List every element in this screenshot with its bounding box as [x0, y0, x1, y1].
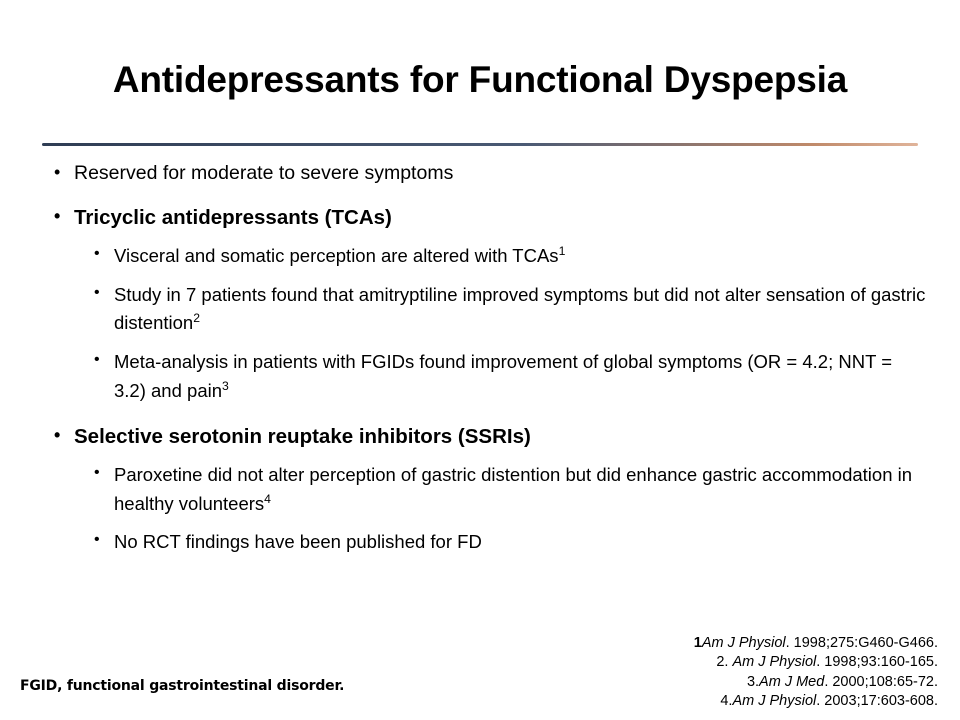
bullet-level1-tcas — [48, 204, 928, 232]
reference-citation: . 2003;17:603-608. — [816, 693, 938, 710]
bullet-level2-amitryptiline — [48, 281, 928, 338]
slide-body — [48, 160, 928, 563]
reference-citation: . 1998;275:G460-G466. — [785, 634, 938, 651]
reference-citation: . 2000;108:65-72. — [824, 673, 938, 690]
bullet-text: Selective serotonin reuptake inhibitors (SSRIs) — [74, 425, 531, 449]
bullet-glyph-icon: • — [54, 162, 61, 182]
bullet-glyph-icon: • — [94, 464, 100, 482]
reference-journal: Am J Physiol — [701, 634, 786, 651]
reference-number: 3. — [746, 673, 760, 690]
bullet-text: Paroxetine did not alter perception of gastric distention but did enhance gastric accommodation in healthy volunteers — [114, 464, 913, 514]
reference-marker: 4 — [264, 491, 271, 506]
bullet-glyph-icon: • — [94, 244, 100, 262]
reference-item — [518, 634, 938, 654]
bullet-text: Study in 7 patients found that amitryptiline improved symptoms but did not alter sensation of gastric distention — [114, 283, 926, 334]
bullet-text: Tricyclic antidepressants (TCAs) — [74, 206, 392, 230]
bullet-glyph-icon: • — [54, 206, 61, 227]
bullet-level2-visceral — [48, 242, 928, 271]
reference-item — [518, 692, 938, 712]
reference-number: 1 — [693, 634, 702, 651]
reference-item — [518, 673, 938, 693]
bullet-text: Visceral and somatic perception are altered with TCAs — [114, 244, 559, 266]
bullet-glyph-icon: • — [54, 425, 61, 446]
bullet-level1-ssris — [48, 423, 928, 451]
title-divider — [42, 143, 918, 146]
bullet-level2-metaanalysis — [48, 348, 928, 405]
reference-number: 4. — [720, 693, 733, 710]
reference-marker: 2 — [193, 311, 200, 326]
bullet-glyph-icon: • — [94, 283, 100, 301]
bullet-text: Reserved for moderate to severe symptoms — [74, 162, 454, 184]
reference-journal: Am J Med — [759, 673, 825, 690]
reference-number: 2. — [716, 654, 729, 671]
bullet-level2-paroxetine — [48, 461, 928, 518]
reference-marker: 1 — [558, 243, 566, 258]
footnote-abbreviation: FGID, functional gastrointestinal disorder. — [20, 678, 345, 694]
reference-item — [518, 653, 938, 673]
bullet-glyph-icon: • — [94, 351, 100, 368]
bullet-text: Meta-analysis in patients with FGIDs found improvement of global symptoms (OR = 4.2; NNT = 3.2) and pain — [114, 351, 892, 401]
page-title: Antidepressants for Functional Dyspepsia — [112, 59, 848, 100]
reference-list — [518, 634, 938, 712]
reference-journal: Am J Physiol — [732, 693, 817, 710]
bullet-glyph-icon: • — [94, 531, 100, 549]
bullet-level1-reserved — [48, 160, 928, 186]
bullet-level2-no-rct — [48, 528, 928, 557]
reference-journal: Am J Physiol — [732, 654, 817, 671]
reference-marker: 3 — [222, 378, 229, 393]
bullet-text: No RCT findings have been published for FD — [114, 531, 482, 553]
reference-citation: . 1998;93:160-165. — [816, 654, 938, 671]
